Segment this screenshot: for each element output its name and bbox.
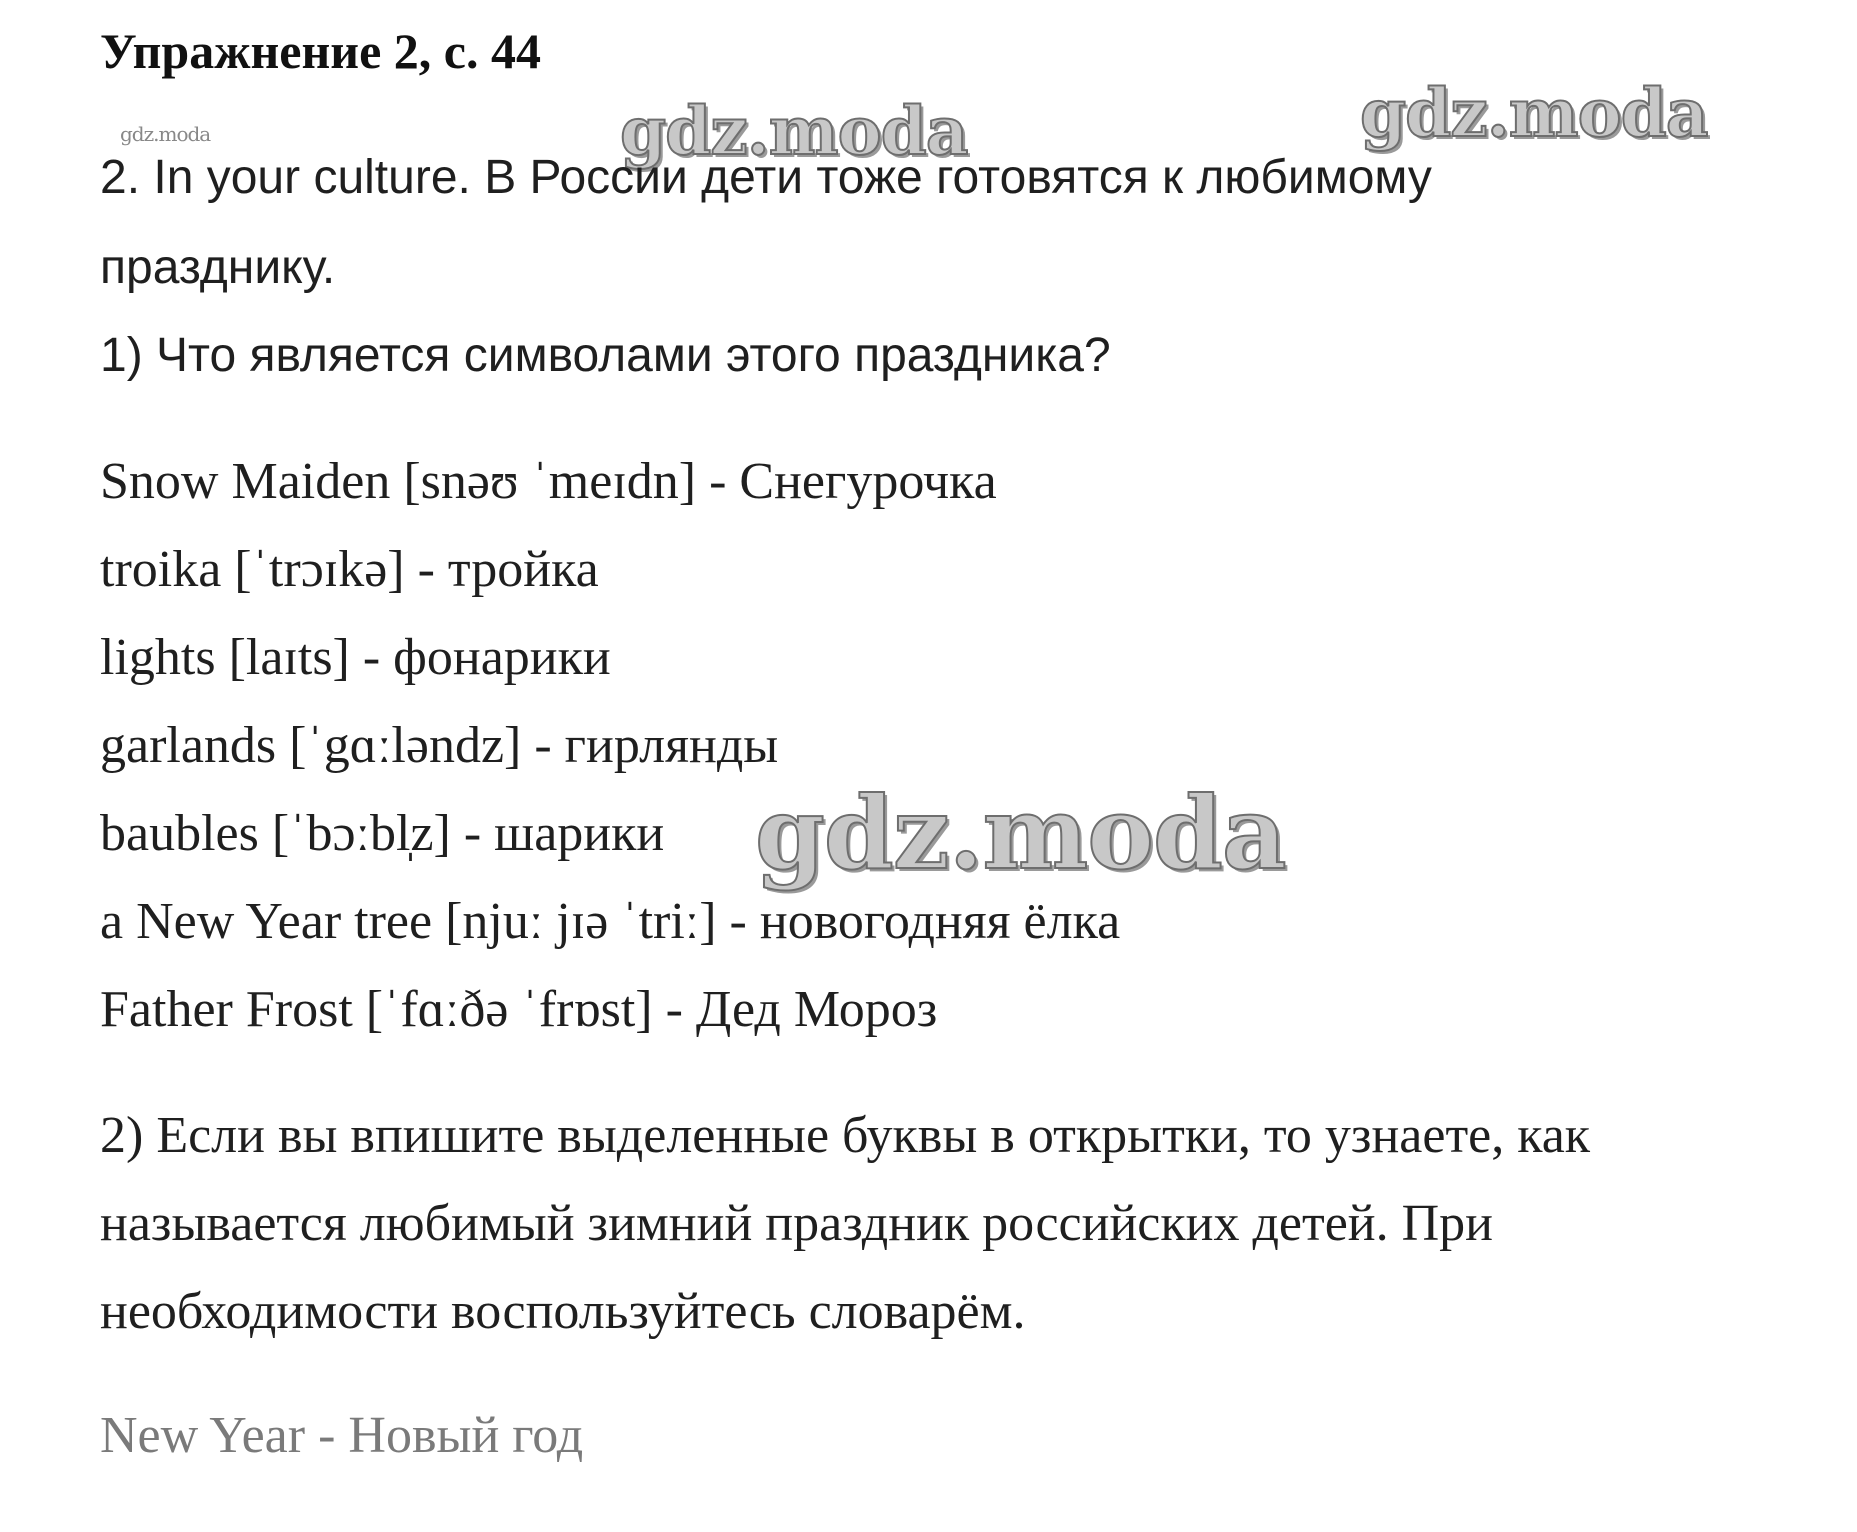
exercise-heading: Упражнение 2, с. 44 xyxy=(100,23,541,79)
task-line-1: 2. In your culture. В России дети тоже готовятся к любимому xyxy=(100,151,1432,204)
task-line-2: празднику. xyxy=(100,241,336,294)
vocab-item: baubles [ˈbɔːbl̩z] - шарики xyxy=(100,805,665,862)
vocab-item: troika [ˈtrɔɪkə] - тройка xyxy=(100,541,599,598)
vocab-item: Father Frost [ˈfɑːðə ˈfrɒst] - Дед Мороз xyxy=(100,981,938,1038)
vocab-item: garlands [ˈgɑːləndz] - гирлянды xyxy=(100,717,779,774)
question-2-line-1: 2) Если вы впишите выделенные буквы в открытки, то узнаете, как xyxy=(100,1107,1591,1164)
watermark-top-right: gdz.moda xyxy=(1360,74,1708,152)
vocab-item: a New Year tree [njuː jɪə ˈtriː] - новогодняя ёлка xyxy=(100,893,1121,950)
watermark-top-center: gdz.moda xyxy=(620,92,968,170)
vocab-item: Snow Maiden [snəʊ ˈmeɪdn] - Снегурочка xyxy=(100,453,997,510)
question-1: 1) Что является символами этого праздника? xyxy=(100,329,1111,382)
question-2-line-2: называется любимый зимний праздник российских детей. При xyxy=(100,1195,1494,1252)
question-2-line-3: необходимости воспользуйтесь словарём. xyxy=(100,1283,1026,1340)
answer: New Year - Новый год xyxy=(100,1407,584,1464)
vocab-item: lights [laɪts] - фонарики xyxy=(100,629,611,686)
watermark-small: gdz.moda xyxy=(120,122,211,146)
watermark-middle: gdz.moda xyxy=(755,774,1286,892)
